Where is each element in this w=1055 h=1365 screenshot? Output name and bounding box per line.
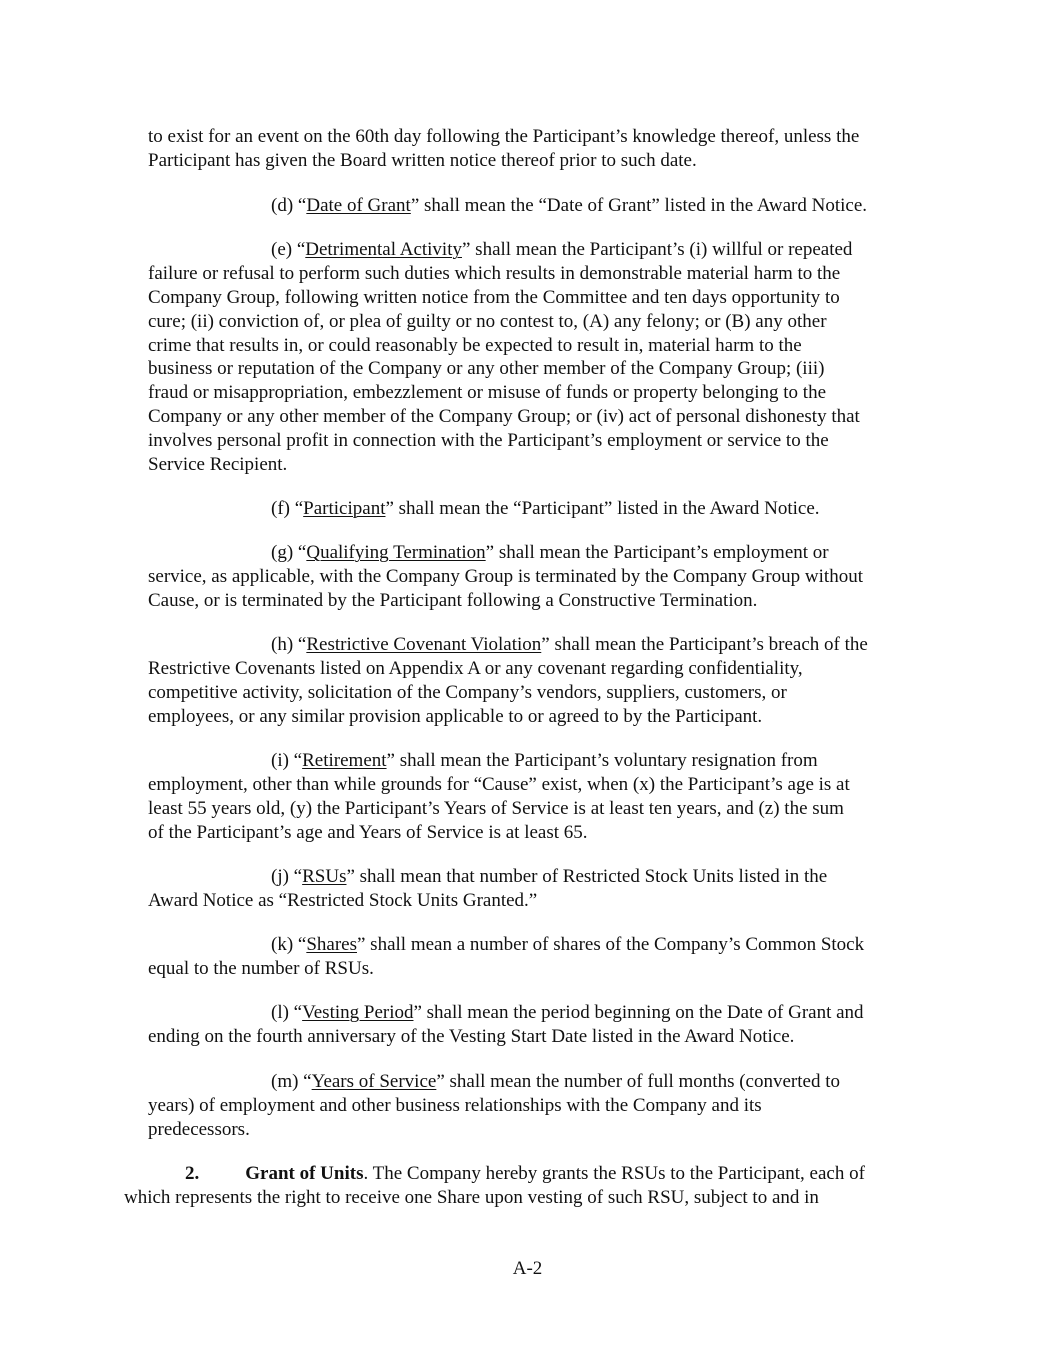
text: (k) “ [271,934,307,955]
text-line: Company Group, following written notice from the Committee and ten days opportunity to [148,287,840,308]
definition-rsus [271,865,827,889]
section-2-heading-line [185,1162,865,1186]
text: ” shall mean the “Participant” listed in the Award Notice. [385,498,820,519]
text-line: to exist for an event on the 60th day following the Participant’s knowledge thereof, unless the [148,126,860,147]
definition-participant [271,497,820,521]
text: ” shall mean the Participant’s voluntary resignation from [386,750,818,771]
text: ” shall mean the Participant’s (i) willful or repeated [462,239,853,260]
text: ” shall mean that number of Restricted Stock Units listed in the [346,866,828,887]
definition-restrictive-covenant-violation [271,633,868,657]
text-line: predecessors. [148,1119,250,1140]
defined-term: Qualifying Termination [306,542,486,563]
text-line: employment, other than while grounds for “Cause” exist, when (x) the Participant’s age is at [148,774,850,795]
text-line: fraud or misappropriation, embezzlement or misuse of funds or property belonging to the [148,382,827,403]
defined-term: Vesting Period [302,1002,414,1023]
page-number: A-2 [512,1258,543,1279]
text-line: which represents the right to receive one Share upon vesting of such RSU, subject to and in [124,1187,819,1208]
defined-term: Date of Grant [306,195,411,216]
text-line: Restrictive Covenants listed on Appendix A or any covenant regarding confidentiality, [148,658,803,679]
text: (i) “ [271,750,303,771]
text-line: of the Participant’s age and Years of Service is at least 65. [148,822,588,843]
text-line: cure; (ii) conviction of, or plea of guilty or no contest to, (A) any felony; or (B) any other [148,311,827,332]
defined-term: Retirement [302,750,387,771]
definition-detrimental-activity [271,238,852,262]
text-line: ending on the fourth anniversary of the Vesting Start Date listed in the Award Notice. [148,1026,795,1047]
text-line: Service Recipient. [148,454,288,475]
text: (m) “ [271,1071,312,1092]
text-line: Company or any other member of the Company Group; or (iv) act of personal dishonesty that [148,406,860,427]
definition-vesting-period [271,1001,864,1025]
definition-qualifying-termination [271,541,829,565]
text: (g) “ [271,542,307,563]
text: ” shall mean a number of shares of the Company’s Common Stock [357,934,865,955]
section-number: 2. [185,1163,200,1184]
definition-retirement [271,749,818,773]
text-line: involves personal profit in connection with the Participant’s employment or service to the [148,430,829,451]
defined-term: Detrimental Activity [305,239,462,260]
text: (h) “ [271,634,307,655]
defined-term: RSUs [302,866,347,887]
text-line: competitive activity, solicitation of the Company’s vendors, suppliers, customers, or [148,682,787,703]
text-line: Participant has given the Board written notice thereof prior to such date. [148,150,697,171]
text: ” shall mean the Participant’s employment or [485,542,829,563]
definition-years-of-service [271,1070,840,1094]
defined-term: Shares [306,934,357,955]
text-line: years) of employment and other business relationships with the Company and its [148,1095,762,1116]
text: ” shall mean the “Date of Grant” listed in the Award Notice. [410,195,868,216]
text-line: crime that results in, or could reasonably be expected to result in, material harm to the [148,335,802,356]
text-line: equal to the number of RSUs. [148,958,374,979]
defined-term: Participant [303,498,386,519]
text-line: least 55 years old, (y) the Participant’s Years of Service is at least ten years, and (z) the sum [148,798,844,819]
definition-shares [271,933,864,957]
defined-term: Restrictive Covenant Violation [306,634,542,655]
text: ” shall mean the Participant’s breach of the [541,634,868,655]
text: (d) “ [271,195,307,216]
text-line: employees, or any similar provision applicable to or agreed to by the Participant. [148,706,763,727]
text: (f) “ [271,498,304,519]
text-line: Award Notice as “Restricted Stock Units Granted.” [148,890,538,911]
definition-date-of-grant [271,194,867,218]
text: ” shall mean the number of full months (converted to [436,1071,840,1092]
text: (e) “ [271,239,306,260]
text: . The Company hereby grants the RSUs to the Participant, each of [363,1163,865,1184]
text: (j) “ [271,866,303,887]
text-line: service, as applicable, with the Company Group is terminated by the Company Group without [148,566,863,587]
text-line: Cause, or is terminated by the Participant following a Constructive Termination. [148,590,758,611]
section-heading: Grant of Units [245,1163,364,1184]
text: ” shall mean the period beginning on the Date of Grant and [413,1002,864,1023]
text: (l) “ [271,1002,303,1023]
defined-term: Years of Service [311,1071,437,1092]
text-line: business or reputation of the Company or any other member of the Company Group; (iii) [148,358,825,379]
text-line: failure or refusal to perform such duties which results in demonstrable material harm to the [148,263,841,284]
